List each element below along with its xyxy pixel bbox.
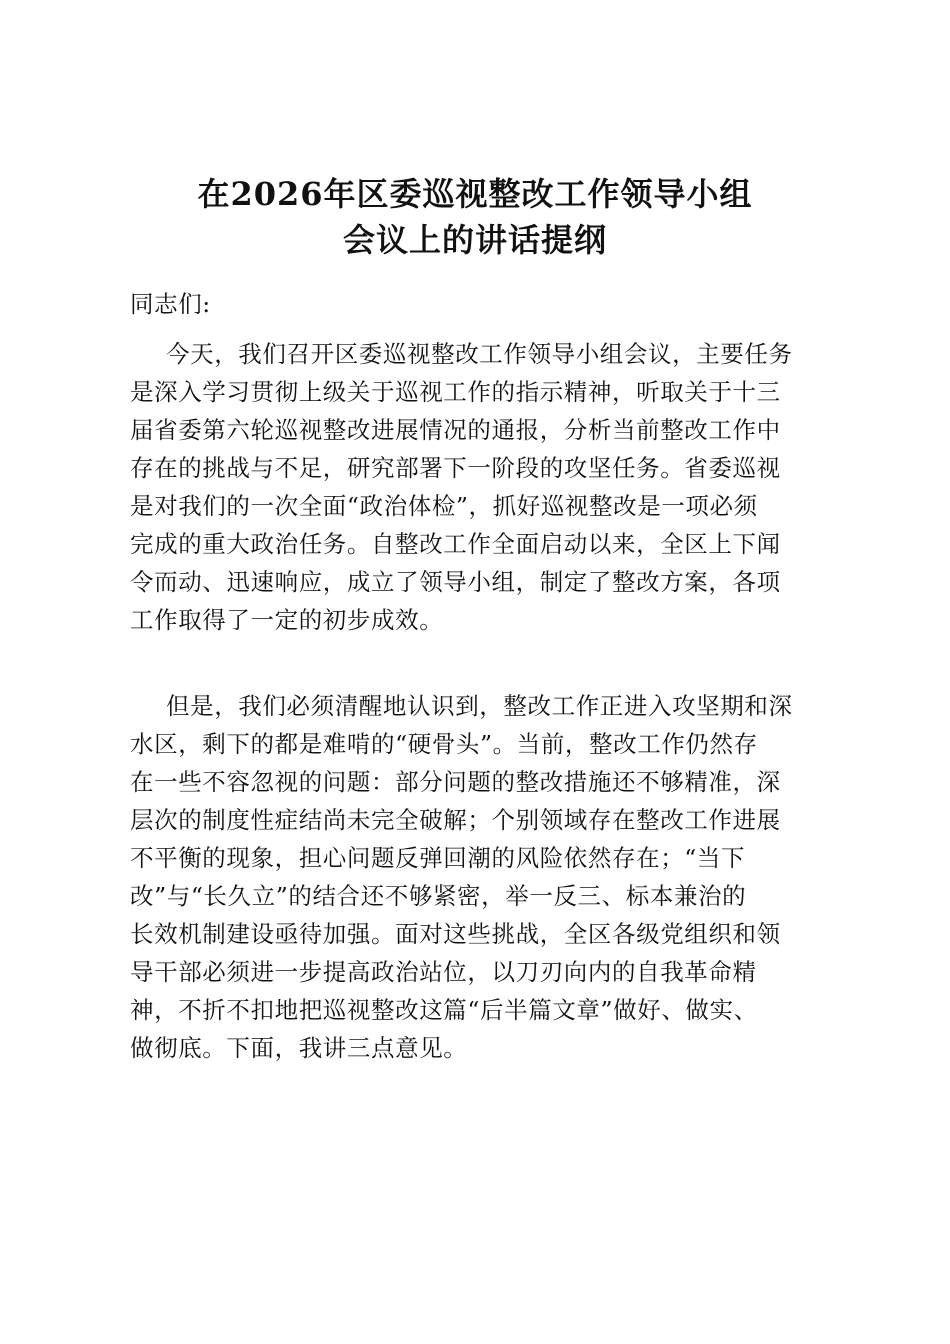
paragraph-2 — [130, 687, 830, 1067]
paragraph-2-line: 不平衡的现象，担心问题反弹回潮的风险依然存在；“当下 — [130, 844, 746, 872]
paragraph-2-line: 长效机制建设亟待加强。面对这些挑战，全区各级党组织和领 — [130, 920, 781, 948]
paragraph-1 — [130, 335, 830, 639]
paragraph-2-line: 水区，剩下的都是难啃的“硬骨头”。当前，整改工作仍然存 — [130, 730, 758, 758]
paragraph-2-line: 改”与“长久立”的结合还不够紧密，举一反三、标本兼治的 — [130, 882, 747, 910]
paragraph-2-line: 但是，我们必须清醒地认识到，整改工作正进入攻坚期和深 — [166, 692, 793, 720]
document-title-line-2: 会议上的讲话提纲 — [342, 221, 607, 259]
paragraph-1-line: 令而动、迅速响应，成立了领导小组，制定了整改方案，各项 — [130, 568, 781, 596]
salutation: 同志们: — [130, 290, 211, 318]
paragraph-1-line: 工作取得了一定的初步成效。 — [130, 606, 444, 634]
document-title-line-1: 在2026年区委巡视整改工作领导小组 — [197, 175, 753, 213]
paragraph-2-line: 做彻底。下面，我讲三点意见。 — [130, 1034, 468, 1062]
paragraph-2-line: 神，不折不扣地把巡视整改这篇“后半篇文章”做好、做实、 — [130, 996, 758, 1024]
paragraph-2-line: 在一些不容忽视的问题：部分问题的整改措施还不够精准，深 — [130, 768, 781, 796]
paragraph-1-line: 完成的重大政治任务。自整改工作全面启动以来，全区上下闻 — [130, 530, 781, 558]
paragraph-1-line: 届省委第六轮巡视整改进展情况的通报，分析当前整改工作中 — [130, 416, 781, 444]
paragraph-2-line: 导干部必须进一步提高政治站位，以刀刃向内的自我革命精 — [130, 958, 757, 986]
paragraph-1-line: 是对我们的一次全面“政治体检”，抓好巡视整改是一项必须 — [130, 492, 758, 520]
paragraph-1-line: 是深入学习贯彻上级关于巡视工作的指示精神，听取关于十三 — [130, 378, 781, 406]
paragraph-1-line: 存在的挑战与不足，研究部署下一阶段的攻坚任务。省委巡视 — [130, 454, 781, 482]
paragraph-1-line: 今天，我们召开区委巡视整改工作领导小组会议，主要任务 — [166, 340, 793, 368]
paragraph-2-line: 层次的制度性症结尚未完全破解；个别领域存在整改工作进展 — [130, 806, 781, 834]
